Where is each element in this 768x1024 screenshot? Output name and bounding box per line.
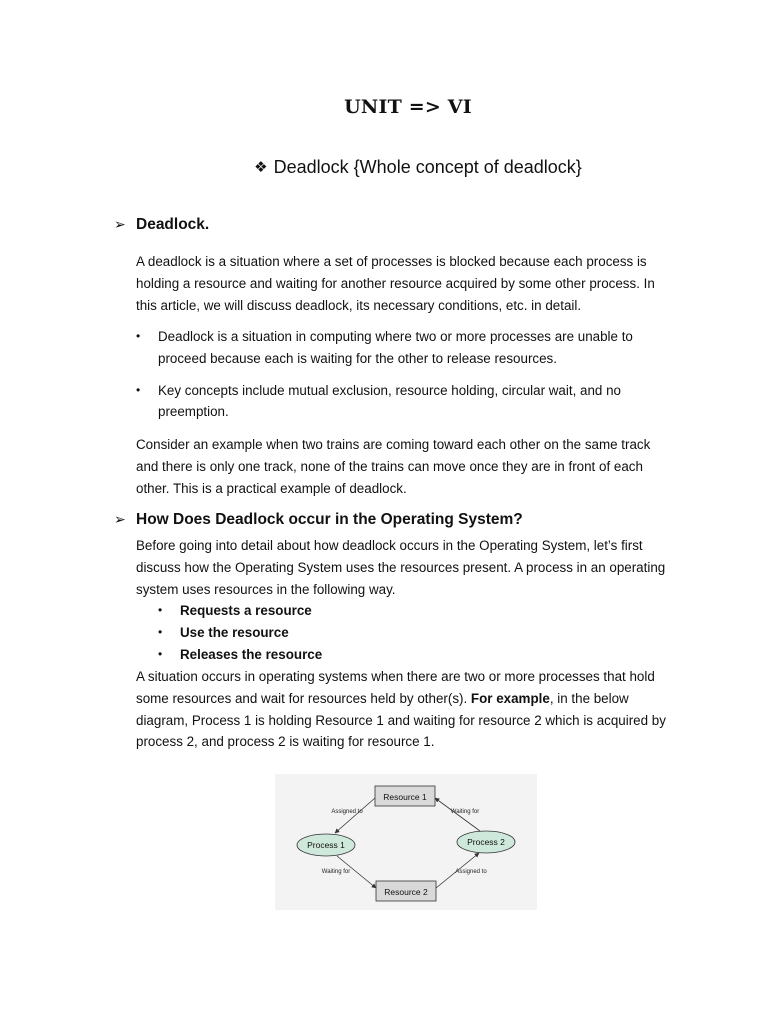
train-example-paragraph: Consider an example when two trains are coming toward each other on the same track and there is only one track, none of the trains can move once they are in front of each other. This is a practical example of deadlock.	[136, 437, 651, 496]
resource-2-label: Resource 2	[384, 887, 428, 897]
diamond-bullet-icon: ❖	[254, 158, 268, 176]
list-item-text: Deadlock is a situation in computing where two or more processes are unable to proceed because each is waiting for the other to release resources.	[158, 329, 633, 366]
deadlock-diagram	[275, 774, 537, 910]
list-item	[158, 600, 658, 622]
list-item	[158, 644, 658, 666]
bullet-dot-icon: •	[158, 624, 163, 639]
list-item	[158, 622, 658, 644]
edge-label-waiting-for-bottom: Waiting for	[321, 869, 351, 875]
deadlock-explanation-paragraph	[136, 666, 676, 753]
edge-label-assigned-to-bottom: Assigned to	[455, 869, 487, 875]
deadlock-diagram-svg	[275, 774, 537, 910]
explanation-text-end: , in the below diagram, Process 1 is holding Resource 1 and waiting for resource 2 which is acquired by process 2, and process 2 is waiting for resource 1.	[136, 690, 666, 750]
process-1-label: Process 1	[307, 840, 345, 850]
list-item-text: Requests a resource	[180, 603, 312, 618]
bullet-dot-icon: •	[136, 329, 141, 343]
bullet-dot-icon: •	[158, 646, 163, 661]
bullet-dot-icon: •	[136, 382, 141, 397]
list-item-text: Use the resource	[180, 624, 289, 640]
main-heading-text: Deadlock {Whole concept of deadlock}	[273, 157, 582, 177]
list-item-text: Releases the resource	[180, 646, 323, 662]
section-heading-text: Deadlock.	[136, 216, 210, 233]
edge-label-assigned-to-top: Assigned to	[331, 809, 363, 815]
section-heading-deadlock	[114, 216, 209, 234]
list-item	[136, 326, 676, 370]
arrow-resource1-to-process1	[335, 798, 375, 833]
list-item-text: Key concepts include mutual exclusion, resource holding, circular wait, and no preemption.	[158, 382, 621, 420]
main-heading	[0, 157, 768, 178]
arrow-bullet-icon: ➢	[114, 512, 126, 528]
list-item	[136, 380, 676, 424]
unit-title: UNIT => VI	[344, 96, 472, 118]
resource-steps-list	[158, 600, 658, 665]
section-heading-how-deadlock-occurs	[114, 511, 523, 529]
deadlock-bullet-list	[136, 326, 676, 423]
resource-usage-paragraph: Before going into detail about how deadlock occurs in the Operating System, let’s first discuss how the Operating System uses the resources present. A process in an operating system uses resources in the following way.	[136, 538, 666, 597]
edge-label-waiting-for-top: Waiting for	[450, 809, 480, 815]
deadlock-intro-paragraph: A deadlock is a situation where a set of processes is blocked because each process is holding a resource and waiting for another resource acquired by some other process. In this article, we will discuss deadlock, its necessary conditions, etc. in detail.	[136, 254, 655, 313]
explanation-text: A situation occurs in operating systems when there are two or more processes that hold some resources and wait for resources held by other(s).	[136, 669, 655, 706]
section-heading-text: How Does Deadlock occur in the Operating System?	[136, 511, 523, 528]
explanation-bold-text: For example	[470, 690, 550, 706]
bullet-dot-icon: •	[158, 603, 163, 617]
resource-1-label: Resource 1	[383, 792, 427, 802]
arrow-bullet-icon: ➢	[114, 217, 126, 233]
process-2-label: Process 2	[467, 837, 505, 847]
